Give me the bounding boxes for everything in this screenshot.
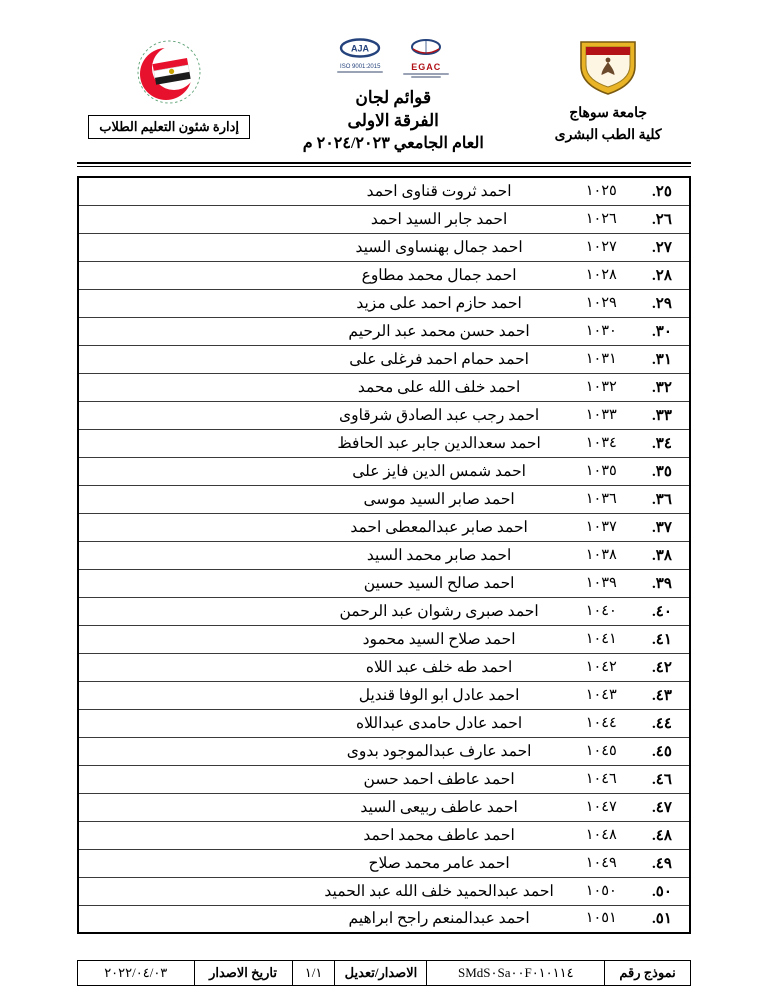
student-name: احمد حسن محمد عبد الرحيم (311, 317, 568, 345)
student-id: ١٠٣٥ (568, 457, 635, 485)
row-number: ٤٠. (635, 597, 690, 625)
table-row (78, 821, 690, 849)
table-row (78, 905, 690, 933)
empty-cell (78, 429, 311, 457)
student-id: ١٠٣٤ (568, 429, 635, 457)
student-id: ١٠٢٩ (568, 289, 635, 317)
admin-block (77, 36, 261, 139)
empty-cell (78, 765, 311, 793)
student-id: ١٠٣٩ (568, 569, 635, 597)
empty-cell (78, 457, 311, 485)
student-name: احمد صابر عبدالمعطى احمد (311, 513, 568, 541)
table-row (78, 289, 690, 317)
student-name: احمد حازم احمد على مزيد (311, 289, 568, 317)
student-id: ١٠٣٠ (568, 317, 635, 345)
table-row (78, 653, 690, 681)
empty-cell (78, 289, 311, 317)
table-row (78, 793, 690, 821)
empty-cell (78, 877, 311, 905)
student-name: احمد عامر محمد صلاح (311, 849, 568, 877)
empty-cell (78, 681, 311, 709)
student-name: احمد عادل حامدى عبداللاه (311, 709, 568, 737)
student-id: ١٠٣٢ (568, 373, 635, 401)
empty-cell (78, 233, 311, 261)
header-divider (77, 162, 691, 167)
row-number: ٤٧. (635, 793, 690, 821)
revision-label: الاصدار/تعديل (335, 961, 427, 986)
fine-print-bar (337, 71, 383, 73)
fine-print-bar (411, 76, 441, 78)
student-id: ١٠٥٠ (568, 877, 635, 905)
student-name: احمد سعدالدين جابر عبد الحافظ (311, 429, 568, 457)
student-name: احمد صبرى رشوان عبد الرحمن (311, 597, 568, 625)
table-row (78, 877, 690, 905)
student-name: احمد صالح السيد حسين (311, 569, 568, 597)
table-row (78, 261, 690, 289)
student-id: ١٠٢٥ (568, 177, 635, 205)
university-name: جامعة سوهاج (569, 106, 648, 121)
title-block (261, 36, 525, 155)
row-number: ٣٦. (635, 485, 690, 513)
student-id: ١٠٤٦ (568, 765, 635, 793)
empty-cell (78, 177, 311, 205)
student-id: ١٠٣٣ (568, 401, 635, 429)
egac-logo (403, 38, 449, 78)
empty-cell (78, 401, 311, 429)
student-name: احمد عادل ابو الوفا قنديل (311, 681, 568, 709)
admin-office-label: إدارة شئون التعليم الطلاب (88, 115, 250, 139)
university-shield-logo (578, 83, 638, 100)
row-number: ٣١. (635, 345, 690, 373)
student-id: ١٠٤٣ (568, 681, 635, 709)
egac-globe-icon (408, 38, 444, 61)
issue-date-label: تاريخ الاصدار (194, 961, 292, 986)
table-row (78, 849, 690, 877)
table-row (78, 205, 690, 233)
row-number: ٢٨. (635, 261, 690, 289)
row-number: ٤٣. (635, 681, 690, 709)
student-name: احمد طه خلف عبد اللاه (311, 653, 568, 681)
table-row (78, 513, 690, 541)
form-number-value (427, 961, 605, 986)
table-row (78, 541, 690, 569)
table-row (78, 737, 690, 765)
empty-cell (78, 849, 311, 877)
student-id: ١٠٤٠ (568, 597, 635, 625)
aja-oval-icon (338, 38, 382, 63)
row-number: ٢٥. (635, 177, 690, 205)
fine-print-bar (403, 73, 449, 75)
student-id: ١٠٥١ (585, 910, 617, 927)
table-row (78, 765, 690, 793)
student-id: ١٠٢٦ (568, 205, 635, 233)
student-name: احمد جابر السيد احمد (311, 205, 568, 233)
row-number: ٢٧. (635, 233, 690, 261)
doc-title-line3: العام الجامعي ٢٠٢٤/٢٠٢٣ م (302, 135, 484, 152)
university-block (525, 36, 691, 145)
table-row (78, 625, 690, 653)
empty-cell (78, 597, 311, 625)
row-number: ٤٨. (635, 821, 690, 849)
student-name: احمد حمام احمد فرغلى على (311, 345, 568, 373)
doc-title-line2: الفرقة الاولى (347, 111, 439, 130)
egac-label: EGAC (411, 62, 442, 72)
aja-label: AJA (351, 43, 370, 54)
table-row (78, 681, 690, 709)
empty-cell (78, 513, 311, 541)
student-name: احمد صابر محمد السيد (311, 541, 568, 569)
student-name: احمد عاطف احمد حسن (311, 765, 568, 793)
row-number: ٤٩. (635, 849, 690, 877)
row-number: ٤١. (635, 625, 690, 653)
issue-date-value: ٢٠٢٢/٠٤/٠٣ (78, 961, 195, 986)
row-number: ٣٢. (635, 373, 690, 401)
student-name: احمد صلاح السيد محمود (311, 625, 568, 653)
table-row (78, 317, 690, 345)
table-row (78, 233, 690, 261)
row-number: ٤٦. (635, 765, 690, 793)
empty-cell (78, 317, 311, 345)
doc-title-line1: قوائم لجان (355, 88, 432, 107)
row-number: ٣٣. (635, 401, 690, 429)
table-row (78, 709, 690, 737)
students-table (77, 176, 691, 934)
row-number: ٣٨. (635, 541, 690, 569)
table-row (78, 457, 690, 485)
document-titles (261, 86, 525, 155)
student-id: ١٠٤٨ (568, 821, 635, 849)
footer-row (78, 961, 691, 986)
student-id: ١٠٤٤ (568, 709, 635, 737)
table-row (78, 485, 690, 513)
row-number: ٤٤. (635, 709, 690, 737)
empty-cell (78, 205, 311, 233)
student-name: احمد شمس الدين فايز على (311, 457, 568, 485)
student-id: ١٠٤٧ (568, 793, 635, 821)
empty-cell (78, 905, 311, 933)
empty-cell (78, 737, 311, 765)
student-name: احمد عبدالحميد خلف الله عبد الحميد (311, 877, 568, 905)
form-number-label: نموذج رقم (605, 961, 691, 986)
student-name: احمد جمال بهنساوى السيد (311, 233, 568, 261)
empty-cell (78, 793, 311, 821)
row-number: ٢٦. (635, 205, 690, 233)
empty-cell (78, 569, 311, 597)
crescent-flag-logo (77, 38, 261, 111)
student-id: ١٠٢٨ (568, 261, 635, 289)
row-number: ٢٩. (635, 289, 690, 317)
student-name: احمد ثروت قناوى احمد (311, 177, 568, 205)
aja-logo (337, 38, 383, 73)
row-number: ٣٥. (635, 457, 690, 485)
table-row (78, 177, 690, 205)
table-row (78, 597, 690, 625)
student-id: ١٠٣١ (568, 345, 635, 373)
student-name: احمد عاطف ربيعى السيد (311, 793, 568, 821)
student-name: احمد عاطف محمد احمد (311, 821, 568, 849)
row-number: ٣٩. (635, 569, 690, 597)
empty-cell (78, 345, 311, 373)
table-row (78, 429, 690, 457)
student-id: ١٠٣٦ (568, 485, 635, 513)
form-code: SMdS٠Sa٠٠F٠١٠١١٤ (457, 965, 574, 980)
student-id: ١٠٣٨ (568, 541, 635, 569)
revision-value: ١/١ (292, 961, 335, 986)
student-name: احمد عبدالمنعم راجح ابراهيم (348, 910, 530, 928)
student-id: ١٠٢٧ (568, 233, 635, 261)
student-name: احمد رجب عبد الصادق شرقاوى (311, 401, 568, 429)
page-header (77, 36, 691, 155)
row-number: ٤٥. (635, 737, 690, 765)
empty-cell (78, 485, 311, 513)
empty-cell (78, 261, 311, 289)
student-name: احمد صابر السيد موسى (311, 485, 568, 513)
table-row (78, 401, 690, 429)
empty-cell (78, 821, 311, 849)
student-name: احمد خلف الله على محمد (311, 373, 568, 401)
row-number: ٥٠. (635, 877, 690, 905)
student-name: احمد جمال محمد مطاوع (311, 261, 568, 289)
empty-cell (78, 709, 311, 737)
empty-cell (78, 373, 311, 401)
student-id: ١٠٣٧ (568, 513, 635, 541)
table-row (78, 569, 690, 597)
footer-table (77, 960, 691, 986)
student-table-body (78, 177, 690, 933)
row-number: ٣٧. (635, 513, 690, 541)
accreditation-logos (261, 38, 525, 82)
student-id: ١٠٤٩ (568, 849, 635, 877)
empty-cell (78, 653, 311, 681)
table-row (78, 373, 690, 401)
student-id: ١٠٤٢ (568, 653, 635, 681)
student-id: ١٠٤٥ (568, 737, 635, 765)
student-name: احمد عارف عبدالموجود بدوى (311, 737, 568, 765)
row-number: ٥١. (652, 911, 672, 928)
table-row (78, 345, 690, 373)
row-number: ٤٢. (635, 653, 690, 681)
empty-cell (78, 625, 311, 653)
row-number: ٣٠. (635, 317, 690, 345)
empty-cell (78, 541, 311, 569)
student-id: ١٠٤١ (568, 625, 635, 653)
faculty-name: كلية الطب البشرى (554, 128, 662, 143)
aja-cert-line: ISO 9001:2015 (340, 64, 381, 70)
row-number: ٣٤. (635, 429, 690, 457)
